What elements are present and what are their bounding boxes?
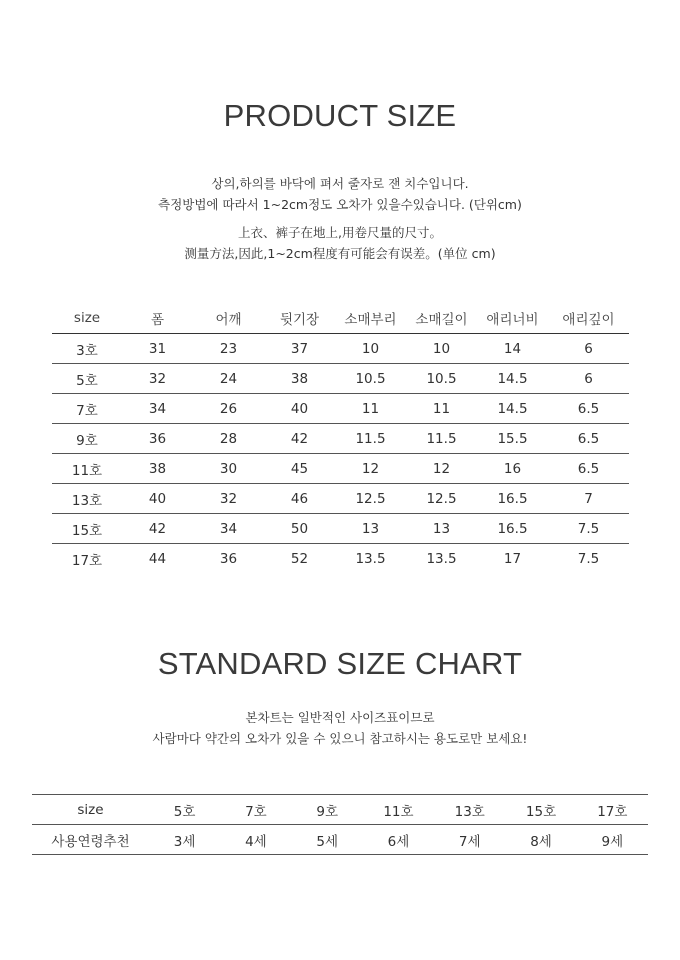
header-cell-collar-width: 애리너비 [486,312,539,328]
table-cell: 12 [361,460,380,477]
table-cell: 7.5 [577,550,600,567]
table-cell: 6 [584,370,593,387]
table-cell: 14.5 [497,400,528,417]
table-cell: 28 [219,430,238,447]
table-cell: 12.5 [426,490,457,507]
table-cell: 10.5 [426,370,457,387]
table-cell: 40 [148,490,167,507]
table-row [52,394,629,424]
table-cell: 7호 [76,402,98,419]
standard-size-row [32,795,648,825]
table-cell: 52 [290,550,309,567]
table-cell: 6.5 [577,460,600,477]
header-cell-shoulder: 어깨 [215,312,242,328]
table-cell: 13호 [71,492,103,509]
table-cell: 32 [148,370,167,387]
table-cell: 11 [432,400,451,417]
header-cell-sleeve-length: 소매길이 [415,312,468,328]
table-cell: 32 [219,490,238,507]
age-cell: 6세 [387,833,410,850]
size-cell: 11호 [383,803,414,820]
table-cell: 17호 [71,552,103,569]
table-cell: 10 [432,340,451,357]
standard-size-table [32,794,648,855]
header-cell-chest: 폼 [150,312,165,328]
header-cell-collar-depth: 애리깊이 [562,312,615,328]
table-cell: 42 [290,430,309,447]
table-cell: 24 [219,370,238,387]
product-size-desc-ko [0,173,680,215]
age-cell: 7세 [458,833,481,850]
table-cell: 37 [290,340,309,357]
table-cell: 11.5 [426,430,457,447]
table-row [52,484,629,514]
header-cell-size: size [73,310,101,326]
table-cell: 46 [290,490,309,507]
table-cell: 36 [219,550,238,567]
table-row [52,454,629,484]
header-cell-back-length: 뒷기장 [279,312,320,328]
table-cell: 13 [361,520,380,537]
table-cell: 10 [361,340,380,357]
table-cell: 42 [148,520,167,537]
age-cell: 4세 [245,833,267,850]
table-cell: 50 [290,520,309,537]
table-cell: 23 [219,340,238,357]
table-cell: 30 [219,460,238,477]
table-cell: 12 [432,460,451,477]
table-cell: 38 [290,370,309,387]
table-cell: 15호 [71,522,103,539]
table-cell: 13.5 [426,550,457,567]
table-cell: 6.5 [577,400,600,417]
table-row [52,334,629,364]
standard-desc-line-2: 사람마다 약간의 오차가 있을 수 있으니 참고하시는 용도로만 보세요! [152,731,528,746]
size-row-label: size [77,801,104,818]
table-cell: 6 [584,340,593,357]
standard-age-row [32,825,648,854]
table-cell: 26 [219,400,238,417]
table-cell: 15.5 [497,430,528,447]
table-cell: 44 [148,550,167,567]
size-cell: 13호 [454,803,485,820]
table-cell: 7 [584,490,593,507]
product-size-table [52,303,629,573]
table-cell: 13.5 [355,550,386,567]
size-cell: 9호 [316,803,338,820]
table-cell: 12.5 [355,490,386,507]
table-cell: 9호 [76,432,98,449]
header-cell-cuff: 소매부리 [344,312,397,328]
desc-zh-line-2: 测量方法,因此,1~2cm程度有可能会有误差。(单位 cm) [184,246,496,261]
size-cell: 7호 [245,803,267,820]
table-cell: 7.5 [577,520,600,537]
table-cell: 6.5 [577,430,600,447]
table-cell: 16 [503,460,522,477]
table-row [52,544,629,573]
table-cell: 16.5 [497,490,528,507]
table-cell: 14 [503,340,522,357]
table-header-row [52,303,629,334]
table-cell: 3호 [76,342,98,359]
age-cell: 8세 [530,833,552,850]
table-cell: 34 [148,400,167,417]
size-cell: 5호 [173,803,196,820]
size-cell: 15호 [525,803,557,820]
product-size-title: PRODUCT SIZE [223,98,457,133]
standard-size-desc [0,707,680,749]
table-row [52,424,629,454]
table-cell: 40 [290,400,309,417]
table-row [52,364,629,394]
table-cell: 14.5 [497,370,528,387]
table-row [52,514,629,544]
table-cell: 11 [361,400,380,417]
product-size-desc-zh [0,222,680,264]
table-cell: 10.5 [355,370,386,387]
age-cell: 5세 [316,833,338,850]
table-cell: 31 [148,340,167,357]
desc-zh-line-1: 上衣、裤子在地上,用卷尺量的尺寸。 [238,225,442,240]
table-cell: 13 [432,520,451,537]
standard-desc-line-1: 본차트는 일반적인 사이즈표이므로 [245,710,435,725]
desc-ko-line-2: 측정방법에 따라서 1~2cm정도 오차가 있을수있습니다. (단위cm) [158,197,522,212]
table-cell: 17 [503,550,522,567]
size-cell: 17호 [597,803,628,820]
age-cell: 3세 [173,833,196,850]
table-cell: 11.5 [355,430,386,447]
table-cell: 11호 [71,462,103,479]
table-cell: 16.5 [497,520,528,537]
table-cell: 34 [219,520,238,537]
table-cell: 5호 [76,372,98,389]
age-cell: 9세 [601,833,624,850]
desc-ko-line-1: 상의,하의를 바닥에 펴서 줄자로 잰 치수입니다. [211,176,469,191]
table-cell: 36 [148,430,167,447]
table-cell: 45 [290,460,309,477]
standard-size-title: STANDARD SIZE CHART [157,646,523,681]
table-cell: 38 [148,460,167,477]
age-row-label: 사용연령추천 [51,833,130,850]
